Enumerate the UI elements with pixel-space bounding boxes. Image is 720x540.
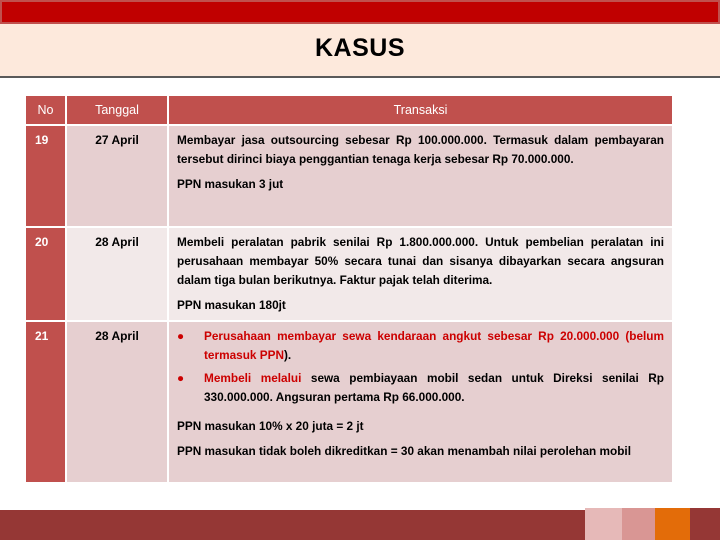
row-transaction bbox=[169, 228, 672, 320]
bullet-text: ). bbox=[284, 348, 292, 362]
table-row bbox=[26, 126, 672, 226]
transaction-text: Membeli peralatan pabrik senilai Rp 1.800.000.000. Untuk pembelian peralatan ini perusahaan membayar 50% secara tunai dan sisanya dibayarkan secara angsuran dalam tiga bulan berikutnya. Faktur pajak telah diterima. bbox=[177, 235, 664, 287]
footer-square-orange bbox=[655, 508, 690, 540]
title-band bbox=[0, 24, 720, 78]
top-accent-bar bbox=[0, 0, 720, 24]
ppn-note: PPN masukan 10% x 20 juta = 2 jt bbox=[177, 419, 364, 433]
ppn-note: PPN masukan 3 jut bbox=[177, 177, 284, 191]
case-table bbox=[24, 94, 674, 484]
transaction-text: Membayar jasa outsourcing sebesar Rp 100.000.000. Termasuk dalam pembayaran tersebut dirinci biaya penggantian tenaga kerja sebesar Rp 70.000.000. bbox=[177, 133, 664, 166]
row-transaction bbox=[169, 322, 672, 482]
footer-square-pink bbox=[622, 508, 655, 540]
table-row bbox=[26, 322, 672, 482]
row-no: 21 bbox=[26, 322, 65, 482]
header-no: No bbox=[26, 96, 65, 124]
bullet-item bbox=[177, 369, 664, 407]
table-row bbox=[26, 228, 672, 320]
bullet-text: sewa pembiayaan mobil sedan untuk Direksi senilai Rp 330.000.000. Angsuran pertama Rp 66.000.000. bbox=[204, 371, 664, 404]
header-date: Tanggal bbox=[67, 96, 167, 124]
slide-title: KASUS bbox=[314, 34, 405, 62]
row-date: 27 April bbox=[67, 126, 167, 226]
row-transaction bbox=[169, 126, 672, 226]
footer-square-light-pink bbox=[585, 508, 622, 540]
row-date: 28 April bbox=[67, 322, 167, 482]
footer-square-dark-red bbox=[690, 508, 720, 540]
row-no: 19 bbox=[26, 126, 65, 226]
row-no: 20 bbox=[26, 228, 65, 320]
bullet-item bbox=[177, 327, 664, 365]
bullet-icon: ● bbox=[177, 371, 185, 385]
ppn-note: PPN masukan 180jt bbox=[177, 298, 286, 312]
bullet-icon: ● bbox=[177, 329, 185, 343]
row-date: 28 April bbox=[67, 228, 167, 320]
bullet-text-red: Membeli melalui bbox=[204, 371, 302, 385]
bullet-text-red: Perusahaan membayar sewa kendaraan angkut sebesar Rp 20.000.000 (belum termasuk PPN bbox=[204, 329, 664, 362]
ppn-non-creditable-note: PPN masukan tidak boleh dikreditkan = 30 akan menambah nilai perolehan mobil bbox=[177, 444, 631, 458]
table-header-row bbox=[26, 96, 672, 124]
header-transaction: Transaksi bbox=[169, 96, 672, 124]
